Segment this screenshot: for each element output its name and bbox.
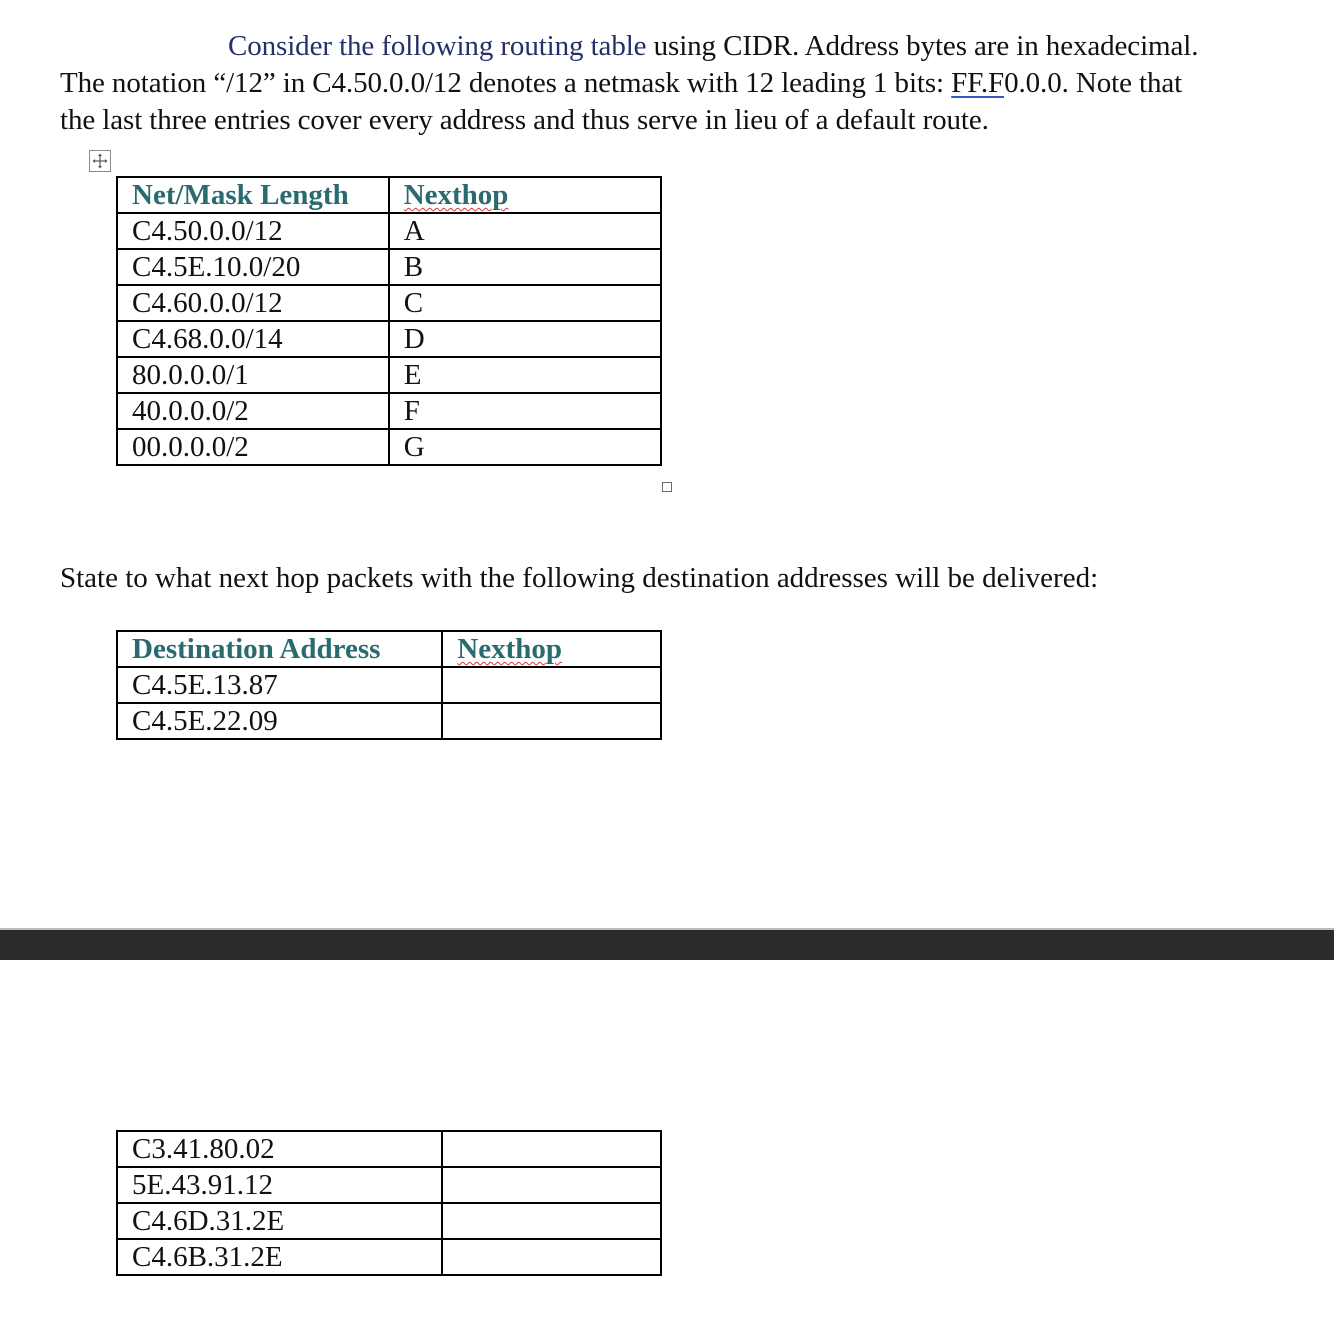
move-arrows-icon[interactable]: [89, 150, 111, 172]
header-nexthop-text: Nexthop: [457, 633, 563, 665]
table-row: [117, 1167, 661, 1203]
nexthop-cell: B: [389, 249, 661, 285]
nexthop-cell: E: [389, 357, 661, 393]
intro-paragraph: [60, 28, 1322, 139]
net-mask-cell: C4.60.0.0/12: [117, 285, 389, 321]
nexthop-cell: D: [389, 321, 661, 357]
net-mask-cell: C4.5E.10.0/20: [117, 249, 389, 285]
table-row: [117, 1131, 661, 1167]
nexthop-cell: A: [389, 213, 661, 249]
destination-address-cell: C3.41.80.02: [117, 1131, 442, 1167]
intro-line-3: the last three entries cover every address and thus serve in lieu of a default route.: [60, 104, 989, 136]
nexthop-answer-cell[interactable]: [442, 703, 661, 739]
net-mask-cell: C4.50.0.0/12: [117, 213, 389, 249]
destination-address-cell: C4.5E.13.87: [117, 667, 442, 703]
destination-address-cell: C4.6D.31.2E: [117, 1203, 442, 1239]
destination-address-cell: 5E.43.91.12: [117, 1167, 442, 1203]
header-net-mask-length: Net/Mask Length: [117, 177, 389, 213]
nexthop-answer-cell[interactable]: [442, 667, 661, 703]
table-row: [117, 285, 661, 321]
intro-line-2-after: 0.0.0. Note that: [1004, 67, 1183, 99]
intro-line-2-text: The notation “/12” in C4.50.0.0/12 denotes a netmask with 12 leading 1 bits:: [60, 67, 952, 99]
nexthop-answer-cell[interactable]: [442, 1167, 661, 1203]
table-row: [117, 249, 661, 285]
net-mask-cell: 80.0.0.0/1: [117, 357, 389, 393]
destination-address-cell: C4.5E.22.09: [117, 703, 442, 739]
routing-table-header-row: [117, 177, 661, 213]
page-break-bar: [0, 928, 1334, 960]
table-row: [117, 667, 661, 703]
destination-address-cell: C4.6B.31.2E: [117, 1239, 442, 1275]
nexthop-cell: G: [389, 429, 661, 465]
intro-line-1: [60, 28, 1322, 65]
table-row: [117, 393, 661, 429]
destination-table-header-row: [117, 631, 661, 667]
table-row: [117, 1239, 661, 1275]
net-mask-cell: 00.0.0.0/2: [117, 429, 389, 465]
table-row: [117, 357, 661, 393]
header-destination-address: Destination Address: [117, 631, 442, 667]
net-mask-cell: 40.0.0.0/2: [117, 393, 389, 429]
table-row: [117, 321, 661, 357]
nexthop-answer-cell[interactable]: [442, 1239, 661, 1275]
intro-line-2: [60, 65, 1322, 102]
destination-table: [116, 630, 662, 740]
table-row: [117, 1203, 661, 1239]
table-row: [117, 703, 661, 739]
header-nexthop: [389, 177, 661, 213]
nexthop-answer-cell[interactable]: [442, 1203, 661, 1239]
intro-highlight-text: Consider the following routing table: [228, 30, 647, 62]
routing-table: [116, 176, 662, 466]
table-row: [117, 213, 661, 249]
question-text: State to what next hop packets with the following destination addresses will be delivered:: [60, 562, 1099, 594]
destination-table-continued: [116, 1130, 662, 1276]
nexthop-cell: F: [389, 393, 661, 429]
header-nexthop: [442, 631, 661, 667]
table-row: [117, 429, 661, 465]
netmask-underlined: FF.F: [951, 67, 1005, 99]
nexthop-cell: C: [389, 285, 661, 321]
net-mask-cell: C4.68.0.0/14: [117, 321, 389, 357]
nexthop-answer-cell[interactable]: [442, 1131, 661, 1167]
intro-line-1-rest: using CIDR. Address bytes are in hexadecimal.: [646, 30, 1199, 62]
resize-handle-icon[interactable]: [662, 482, 672, 492]
header-nexthop-text: Nexthop: [403, 179, 509, 211]
